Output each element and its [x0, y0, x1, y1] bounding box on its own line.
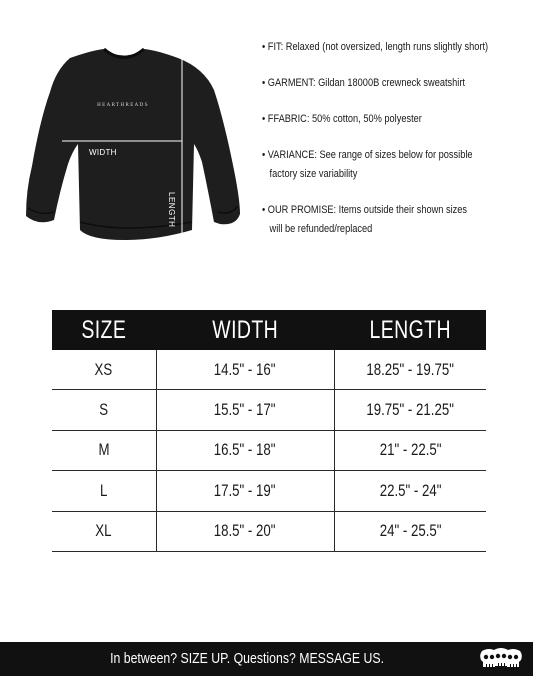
info-fit: • FIT: Relaxed (not oversized, length runs slightly short) — [262, 41, 489, 53]
info-variance-line2: factory size variability — [269, 168, 358, 180]
table-header-row — [52, 310, 486, 350]
cell-width: 14.5" - 16" — [156, 350, 334, 390]
info-promise-line2: will be refunded/replaced — [269, 223, 373, 235]
cell-size: XL — [52, 511, 156, 551]
cell-size: XS — [52, 350, 156, 390]
header-size: SIZE — [52, 310, 156, 350]
cell-width: 17.5" - 19" — [156, 471, 334, 511]
cell-width: 18.5" - 20" — [156, 511, 334, 551]
skulls-logo-icon — [478, 648, 524, 670]
table-row — [52, 350, 486, 390]
info-promise-line1: • OUR PROMISE: Items outside their shown sizes — [262, 204, 468, 216]
product-info-list — [262, 38, 528, 239]
cell-length: 18.25" - 19.75" — [334, 350, 486, 390]
sweatshirt-body — [26, 49, 240, 240]
info-fabric: • FFABRIC: 50% cotton, 50% polyester — [262, 113, 422, 125]
sweatshirt-diagram — [8, 40, 258, 250]
cell-size: M — [52, 430, 156, 470]
table-row — [52, 471, 486, 511]
cell-width: 16.5" - 18" — [156, 430, 334, 470]
sweatshirt-image — [8, 40, 258, 250]
length-label: LENGTH — [167, 192, 176, 228]
cell-width: 15.5" - 17" — [156, 390, 334, 430]
cell-length: 19.75" - 21.25" — [334, 390, 486, 430]
cell-size: S — [52, 390, 156, 430]
header-length: LENGTH — [334, 310, 486, 350]
table-row — [52, 511, 486, 551]
footer-text: In between? SIZE UP. Questions? MESSAGE US. — [110, 650, 385, 667]
info-garment: • GARMENT: Gildan 18000B crewneck sweatshirt — [262, 77, 466, 89]
cell-length: 21" - 22.5" — [334, 430, 486, 470]
cell-length: 22.5" - 24" — [334, 471, 486, 511]
footer-banner — [0, 642, 533, 676]
width-label: WIDTH — [89, 148, 117, 157]
cell-size: L — [52, 471, 156, 511]
brand-logo-text: HEARTHREADS — [97, 103, 149, 108]
size-chart-table — [52, 310, 486, 552]
cell-length: 24" - 25.5" — [334, 511, 486, 551]
header-width: WIDTH — [156, 310, 334, 350]
table-row — [52, 430, 486, 470]
table-row — [52, 390, 486, 430]
info-variance-line1: • VARIANCE: See range of sizes below for possible — [262, 149, 473, 161]
